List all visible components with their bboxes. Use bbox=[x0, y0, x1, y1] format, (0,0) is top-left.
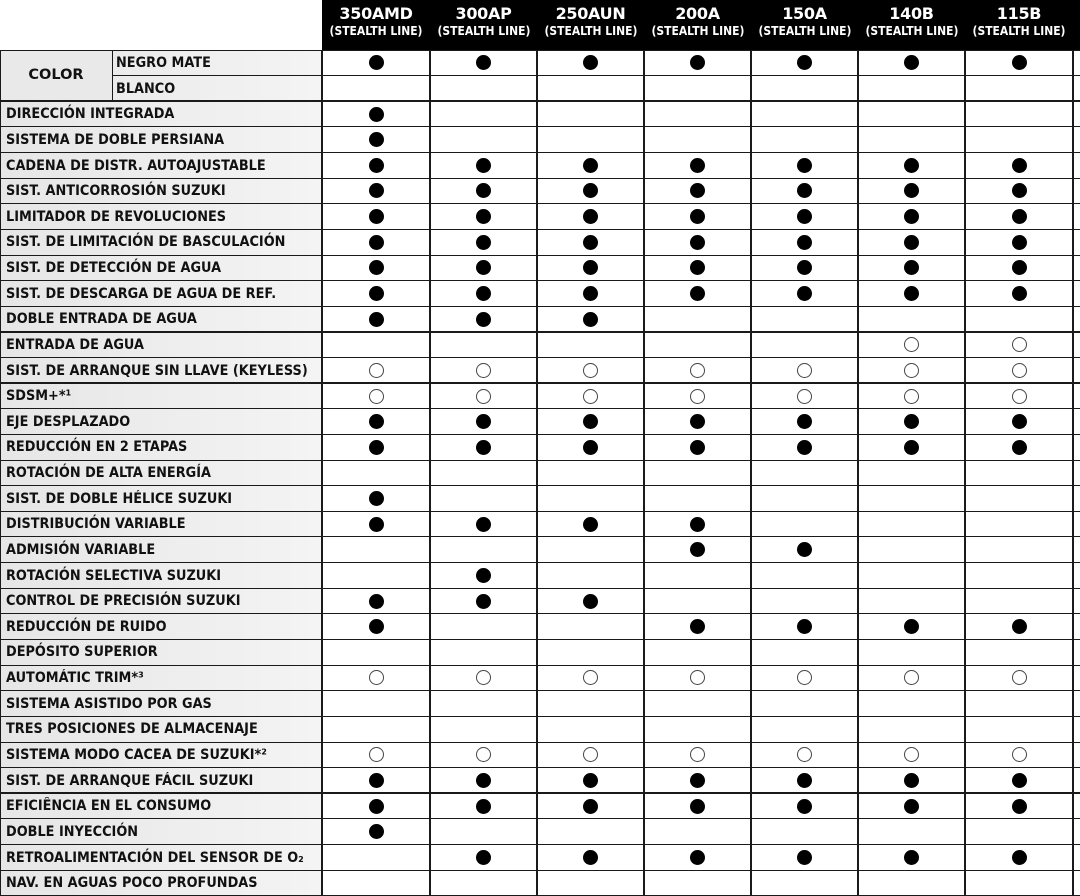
optional-circle bbox=[369, 363, 384, 378]
model-header bbox=[322, 0, 430, 50]
feature-label: CADENA DE DISTR. AUTOAJUSTABLE bbox=[6, 157, 266, 174]
row-divider bbox=[0, 665, 1080, 666]
row-divider bbox=[0, 434, 1080, 435]
model-name: 150A bbox=[782, 4, 827, 23]
standard-dot bbox=[1012, 286, 1027, 301]
row-divider bbox=[112, 75, 1080, 76]
feature-label: SISTEMA MODO CACEA DE SUZUKI*² bbox=[6, 747, 267, 763]
standard-dot bbox=[583, 235, 598, 250]
model-name: 300AP bbox=[455, 4, 512, 23]
table-row bbox=[0, 819, 1080, 845]
standard-dot bbox=[904, 286, 919, 301]
standard-dot bbox=[904, 773, 919, 788]
row-divider bbox=[0, 100, 1080, 102]
feature-label: SIST. ANTICORROSIÓN SUZUKI bbox=[6, 183, 226, 200]
standard-dot bbox=[476, 209, 491, 224]
feature-label: REDUCCIÓN EN 2 ETAPAS bbox=[6, 439, 188, 456]
model-line: (STEALTH LINE) bbox=[329, 23, 423, 38]
standard-dot bbox=[1012, 773, 1027, 788]
feature-label: CONTROL DE PRECISIÓN SUZUKI bbox=[6, 593, 241, 610]
row-divider bbox=[0, 50, 1080, 51]
model-header bbox=[644, 0, 751, 50]
standard-dot bbox=[476, 594, 491, 609]
row-divider bbox=[0, 792, 1080, 794]
optional-circle bbox=[904, 389, 919, 404]
standard-dot bbox=[904, 440, 919, 455]
row-divider bbox=[0, 280, 1080, 281]
standard-dot bbox=[369, 517, 384, 532]
standard-dot bbox=[583, 158, 598, 173]
model-line: (STEALTH LINE) bbox=[972, 23, 1066, 38]
feature-label: DIRECCIÓN INTEGRADA bbox=[6, 106, 175, 123]
standard-dot bbox=[476, 517, 491, 532]
standard-dot bbox=[1012, 414, 1027, 429]
model-header bbox=[751, 0, 858, 50]
row-divider bbox=[0, 203, 1080, 204]
standard-dot bbox=[904, 850, 919, 865]
optional-circle bbox=[797, 363, 812, 378]
row-divider bbox=[0, 870, 1080, 871]
standard-dot bbox=[476, 235, 491, 250]
model-header bbox=[430, 0, 537, 50]
feature-label: SDSM+*¹ bbox=[6, 388, 72, 405]
standard-dot bbox=[369, 491, 384, 506]
row-divider bbox=[0, 357, 1080, 358]
standard-dot bbox=[369, 619, 384, 634]
optional-circle bbox=[1012, 389, 1027, 404]
feature-label: SIST. DE DETECCIÓN DE AGUA bbox=[6, 260, 222, 277]
standard-dot bbox=[583, 799, 598, 814]
model-header bbox=[537, 0, 644, 50]
standard-dot bbox=[904, 209, 919, 224]
feature-label: ROTACIÓN DE ALTA ENERGÍA bbox=[6, 465, 211, 482]
optional-circle bbox=[476, 389, 491, 404]
row-divider bbox=[0, 229, 1080, 230]
standard-dot bbox=[583, 850, 598, 865]
standard-dot bbox=[690, 235, 705, 250]
optional-circle bbox=[797, 389, 812, 404]
row-divider bbox=[0, 588, 1080, 589]
color-option-label: NEGRO MATE bbox=[116, 55, 211, 71]
standard-dot bbox=[476, 286, 491, 301]
model-line: (STEALTH LINE) bbox=[437, 23, 531, 38]
column-divider bbox=[1072, 50, 1073, 896]
row-divider bbox=[0, 536, 1080, 537]
standard-dot bbox=[904, 799, 919, 814]
standard-dot bbox=[690, 773, 705, 788]
row-divider bbox=[0, 639, 1080, 640]
feature-label: DOBLE ENTRADA DE AGUA bbox=[6, 311, 197, 328]
feature-label: LIMITADOR DE REVOLUCIONES bbox=[6, 208, 227, 225]
feature-label: SIST. DE DOBLE HÉLICE SUZUKI bbox=[6, 490, 233, 507]
standard-dot bbox=[476, 773, 491, 788]
optional-circle bbox=[1012, 670, 1027, 685]
standard-dot bbox=[369, 107, 384, 122]
optional-circle bbox=[583, 389, 598, 404]
model-name: 250AUN bbox=[555, 4, 626, 23]
standard-dot bbox=[690, 158, 705, 173]
row-divider bbox=[0, 485, 1080, 486]
model-name: 115B bbox=[996, 4, 1042, 23]
optional-circle bbox=[369, 670, 384, 685]
standard-dot bbox=[476, 440, 491, 455]
standard-dot bbox=[1012, 440, 1027, 455]
standard-dot bbox=[583, 517, 598, 532]
row-divider bbox=[0, 818, 1080, 819]
row-divider bbox=[0, 331, 1080, 333]
standard-dot bbox=[690, 799, 705, 814]
standard-dot bbox=[583, 286, 598, 301]
feature-label: SIST. DE LIMITACIÓN DE BASCULACIÓN bbox=[6, 234, 286, 251]
model-name: 350AMD bbox=[339, 4, 413, 23]
feature-label: DEPÓSITO SUPERIOR bbox=[6, 644, 158, 661]
standard-dot bbox=[1012, 235, 1027, 250]
feature-label: NAV. EN AGUAS POCO PROFUNDAS bbox=[6, 875, 258, 892]
feature-label: TRES POSICIONES DE ALMACENAJE bbox=[6, 721, 258, 738]
model-line: (STEALTH LINE) bbox=[651, 23, 745, 38]
standard-dot bbox=[1012, 158, 1027, 173]
standard-dot bbox=[797, 850, 812, 865]
standard-dot bbox=[690, 517, 705, 532]
row-divider bbox=[0, 511, 1080, 513]
feature-label: SIST. DE ARRANQUE SIN LLAVE (KEYLESS) bbox=[6, 362, 308, 379]
row-divider bbox=[0, 767, 1080, 769]
column-divider bbox=[321, 50, 323, 896]
standard-dot bbox=[369, 414, 384, 429]
standard-dot bbox=[690, 440, 705, 455]
column-divider bbox=[964, 50, 965, 896]
standard-dot bbox=[690, 850, 705, 865]
standard-dot bbox=[476, 158, 491, 173]
feature-label: RETROALIMENTACIÓN DEL SENSOR DE O₂ bbox=[6, 849, 304, 866]
column-divider bbox=[643, 50, 644, 896]
feature-label: SISTEMA DE DOBLE PERSIANA bbox=[6, 131, 225, 148]
row-divider bbox=[0, 690, 1080, 691]
standard-dot bbox=[797, 209, 812, 224]
model-header bbox=[965, 0, 1073, 50]
standard-dot bbox=[369, 55, 384, 70]
standard-dot bbox=[369, 594, 384, 609]
optional-circle bbox=[904, 363, 919, 378]
standard-dot bbox=[369, 440, 384, 455]
standard-dot bbox=[369, 183, 384, 198]
standard-dot bbox=[476, 850, 491, 865]
feature-label: SIST. DE DESCARGA DE AGUA DE REF. bbox=[6, 285, 277, 302]
standard-dot bbox=[1012, 850, 1027, 865]
row-divider bbox=[0, 844, 1080, 845]
standard-dot bbox=[369, 235, 384, 250]
feature-label: ROTACIÓN SELECTIVA SUZUKI bbox=[6, 567, 222, 584]
feature-label: ADMISIÓN VARIABLE bbox=[6, 541, 156, 558]
standard-dot bbox=[476, 312, 491, 327]
optional-circle bbox=[1012, 747, 1027, 762]
standard-dot bbox=[1012, 799, 1027, 814]
feature-label: EFICIÊNCIA EN EL CONSUMO bbox=[6, 798, 212, 815]
optional-circle bbox=[476, 363, 491, 378]
standard-dot bbox=[583, 773, 598, 788]
standard-dot bbox=[583, 594, 598, 609]
row-divider bbox=[0, 152, 1080, 153]
feature-label: SIST. DE ARRANQUE FÁCIL SUZUKI bbox=[6, 772, 254, 789]
column-divider bbox=[750, 50, 751, 896]
feature-label: EJE DESPLAZADO bbox=[6, 413, 131, 430]
optional-circle bbox=[583, 363, 598, 378]
standard-dot bbox=[369, 312, 384, 327]
feature-label: REDUCCIÓN DE RUIDO bbox=[6, 618, 167, 635]
standard-dot bbox=[1012, 260, 1027, 275]
row-divider bbox=[0, 716, 1080, 718]
feature-label: AUTOMÁTIC TRIM*³ bbox=[6, 670, 144, 687]
row-divider bbox=[0, 306, 1080, 307]
standard-dot bbox=[476, 568, 491, 583]
feature-label: DISTRIBUCIÓN VARIABLE bbox=[6, 516, 186, 533]
optional-circle bbox=[690, 363, 705, 378]
feature-label: DOBLE INYECCIÓN bbox=[6, 823, 139, 840]
model-name: 140B bbox=[889, 4, 934, 23]
standard-dot bbox=[369, 209, 384, 224]
standard-dot bbox=[904, 235, 919, 250]
model-line: (STEALTH LINE) bbox=[544, 23, 638, 38]
standard-dot bbox=[1012, 209, 1027, 224]
row-divider bbox=[0, 126, 1080, 127]
standard-dot bbox=[369, 132, 384, 147]
row-divider bbox=[0, 742, 1080, 743]
column-divider bbox=[857, 50, 858, 896]
column-divider bbox=[0, 50, 1, 896]
standard-dot bbox=[690, 286, 705, 301]
optional-circle bbox=[369, 389, 384, 404]
column-divider bbox=[429, 50, 430, 896]
standard-dot bbox=[797, 773, 812, 788]
row-divider bbox=[0, 562, 1080, 563]
standard-dot bbox=[1012, 183, 1027, 198]
table-row bbox=[0, 639, 1080, 665]
standard-dot bbox=[797, 286, 812, 301]
row-divider bbox=[0, 255, 1080, 256]
header-corner bbox=[0, 0, 322, 50]
row-divider bbox=[0, 460, 1080, 461]
standard-dot bbox=[1012, 619, 1027, 634]
optional-circle bbox=[369, 747, 384, 762]
standard-dot bbox=[690, 209, 705, 224]
feature-label: SISTEMA ASISTIDO POR GAS bbox=[6, 695, 212, 712]
model-line: (STEALTH LINE) bbox=[758, 23, 852, 38]
row-divider bbox=[0, 382, 1080, 384]
model-line: (STEALTH LINE) bbox=[865, 23, 959, 38]
row-divider bbox=[0, 613, 1080, 614]
standard-dot bbox=[476, 799, 491, 814]
feature-label: ENTRADA DE AGUA bbox=[6, 336, 144, 353]
standard-dot bbox=[369, 799, 384, 814]
column-divider bbox=[536, 50, 537, 896]
standard-dot bbox=[369, 824, 384, 839]
color-group-label: COLOR bbox=[0, 50, 112, 101]
row-divider bbox=[0, 408, 1080, 409]
color-option-label: BLANCO bbox=[116, 80, 176, 97]
optional-circle bbox=[1012, 363, 1027, 378]
row-divider bbox=[0, 178, 1080, 179]
standard-dot bbox=[583, 312, 598, 327]
standard-dot bbox=[797, 158, 812, 173]
standard-dot bbox=[797, 440, 812, 455]
standard-dot bbox=[369, 773, 384, 788]
optional-circle bbox=[690, 389, 705, 404]
standard-dot bbox=[797, 235, 812, 250]
model-name: 200A bbox=[675, 4, 720, 23]
standard-dot bbox=[369, 158, 384, 173]
model-header bbox=[858, 0, 965, 50]
header-edge bbox=[1073, 0, 1080, 50]
standard-dot bbox=[583, 440, 598, 455]
color-divider bbox=[112, 50, 113, 101]
standard-dot bbox=[369, 286, 384, 301]
standard-dot bbox=[797, 799, 812, 814]
table-row bbox=[0, 537, 1080, 563]
standard-dot bbox=[369, 260, 384, 275]
standard-dot bbox=[583, 209, 598, 224]
optional-circle bbox=[1012, 337, 1027, 352]
standard-dot bbox=[904, 158, 919, 173]
standard-dot bbox=[1012, 55, 1027, 70]
